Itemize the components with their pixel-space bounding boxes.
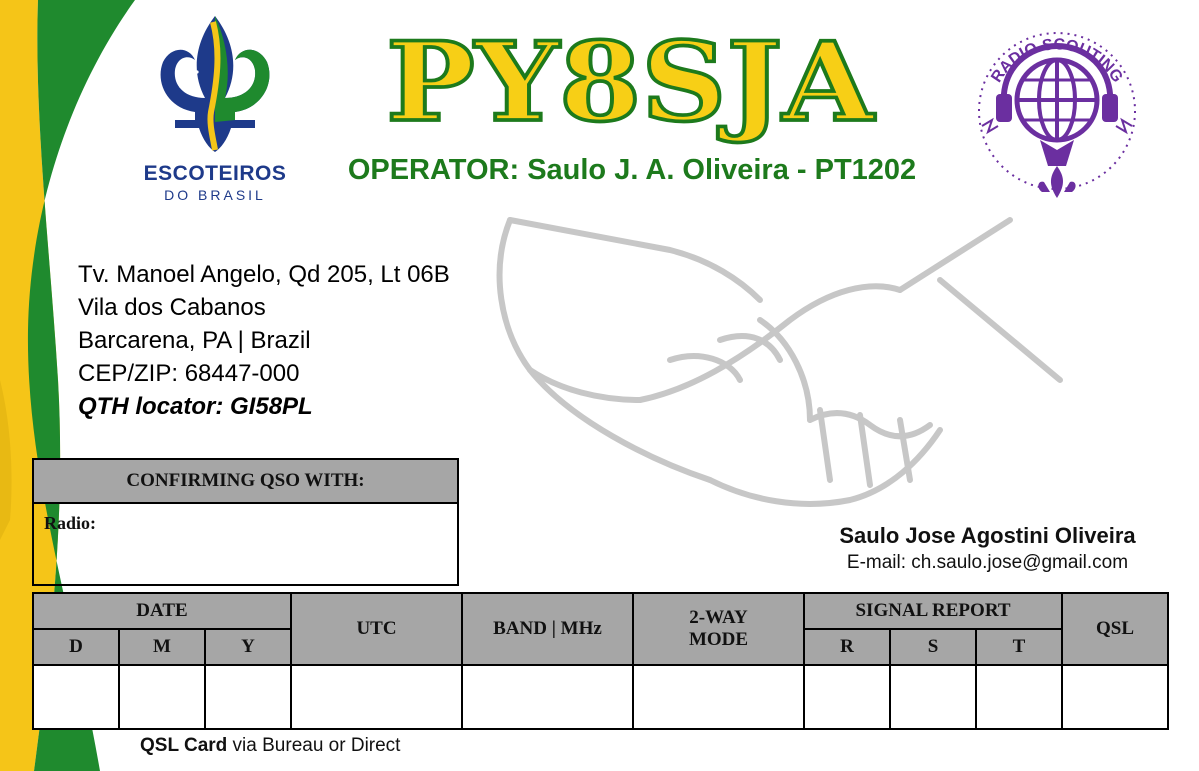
radio-field-label: Radio: <box>44 513 97 533</box>
band-cell <box>462 665 633 729</box>
year-header: Y <box>205 629 291 665</box>
qth-locator: QTH locator: GI58PL <box>78 393 313 420</box>
date-header: DATE <box>33 593 291 629</box>
radio-scouting-globe-icon <box>970 16 1145 211</box>
escoteiros-name: ESCOTEIROS <box>143 162 287 185</box>
radio-scouting-text: RADIO SCOUTING <box>988 36 1126 86</box>
qso-log-table <box>32 592 1169 730</box>
address-line-4: CEP/ZIP: 68447-000 <box>78 360 300 387</box>
confirming-qso-box <box>32 458 459 586</box>
year-cell <box>205 665 291 729</box>
confirming-qso-heading: CONFIRMING QSO WITH: <box>34 460 457 504</box>
mode-header-line-2: MODE <box>688 629 749 650</box>
utc-header: UTC <box>291 593 462 665</box>
operator-line: OPERATOR: Saulo J. A. Oliveira - PT1202 <box>347 154 917 186</box>
qsl-footer-bold: QSL Card <box>140 735 228 756</box>
day-header: D <box>33 629 119 665</box>
qsl-cell <box>1062 665 1168 729</box>
address-line-1: Tv. Manoel Angelo, Qd 205, Lt 06B <box>78 261 450 288</box>
callsign-title: PY8SJA <box>386 17 874 146</box>
mode-header-line-1: 2-WAY <box>689 607 748 628</box>
tone-cell <box>976 665 1062 729</box>
day-cell <box>33 665 119 729</box>
readability-header: R <box>804 629 890 665</box>
qsl-header: QSL <box>1062 593 1168 665</box>
mode-cell <box>633 665 804 729</box>
escoteiros-logo <box>125 12 305 203</box>
strength-cell <box>890 665 976 729</box>
signature-block <box>820 523 1155 574</box>
qsl-footer <box>140 735 400 757</box>
radio-scouting-logo <box>970 16 1145 216</box>
address-block <box>78 258 450 423</box>
signature-email: E-mail: ch.saulo.jose@gmail.com <box>846 552 1129 573</box>
qsl-footer-rest: via Bureau or Direct <box>227 735 401 756</box>
address-line-2: Vila dos Cabanos <box>78 294 266 321</box>
strength-header: S <box>890 629 976 665</box>
handshake-illustration <box>470 210 1070 520</box>
escoteiros-subtitle: DO BRASIL <box>164 187 266 203</box>
mode-header <box>633 593 804 665</box>
address-line-3: Barcarena, PA | Brazil <box>78 327 311 354</box>
month-header: M <box>119 629 205 665</box>
band-header: BAND | MHz <box>462 593 633 665</box>
readability-cell <box>804 665 890 729</box>
month-cell <box>119 665 205 729</box>
fleur-de-lis-icon <box>155 12 275 157</box>
tone-header: T <box>976 629 1062 665</box>
signature-name: Saulo Jose Agostini Oliveira <box>839 523 1136 548</box>
utc-cell <box>291 665 462 729</box>
signal-report-header: SIGNAL REPORT <box>804 593 1062 629</box>
